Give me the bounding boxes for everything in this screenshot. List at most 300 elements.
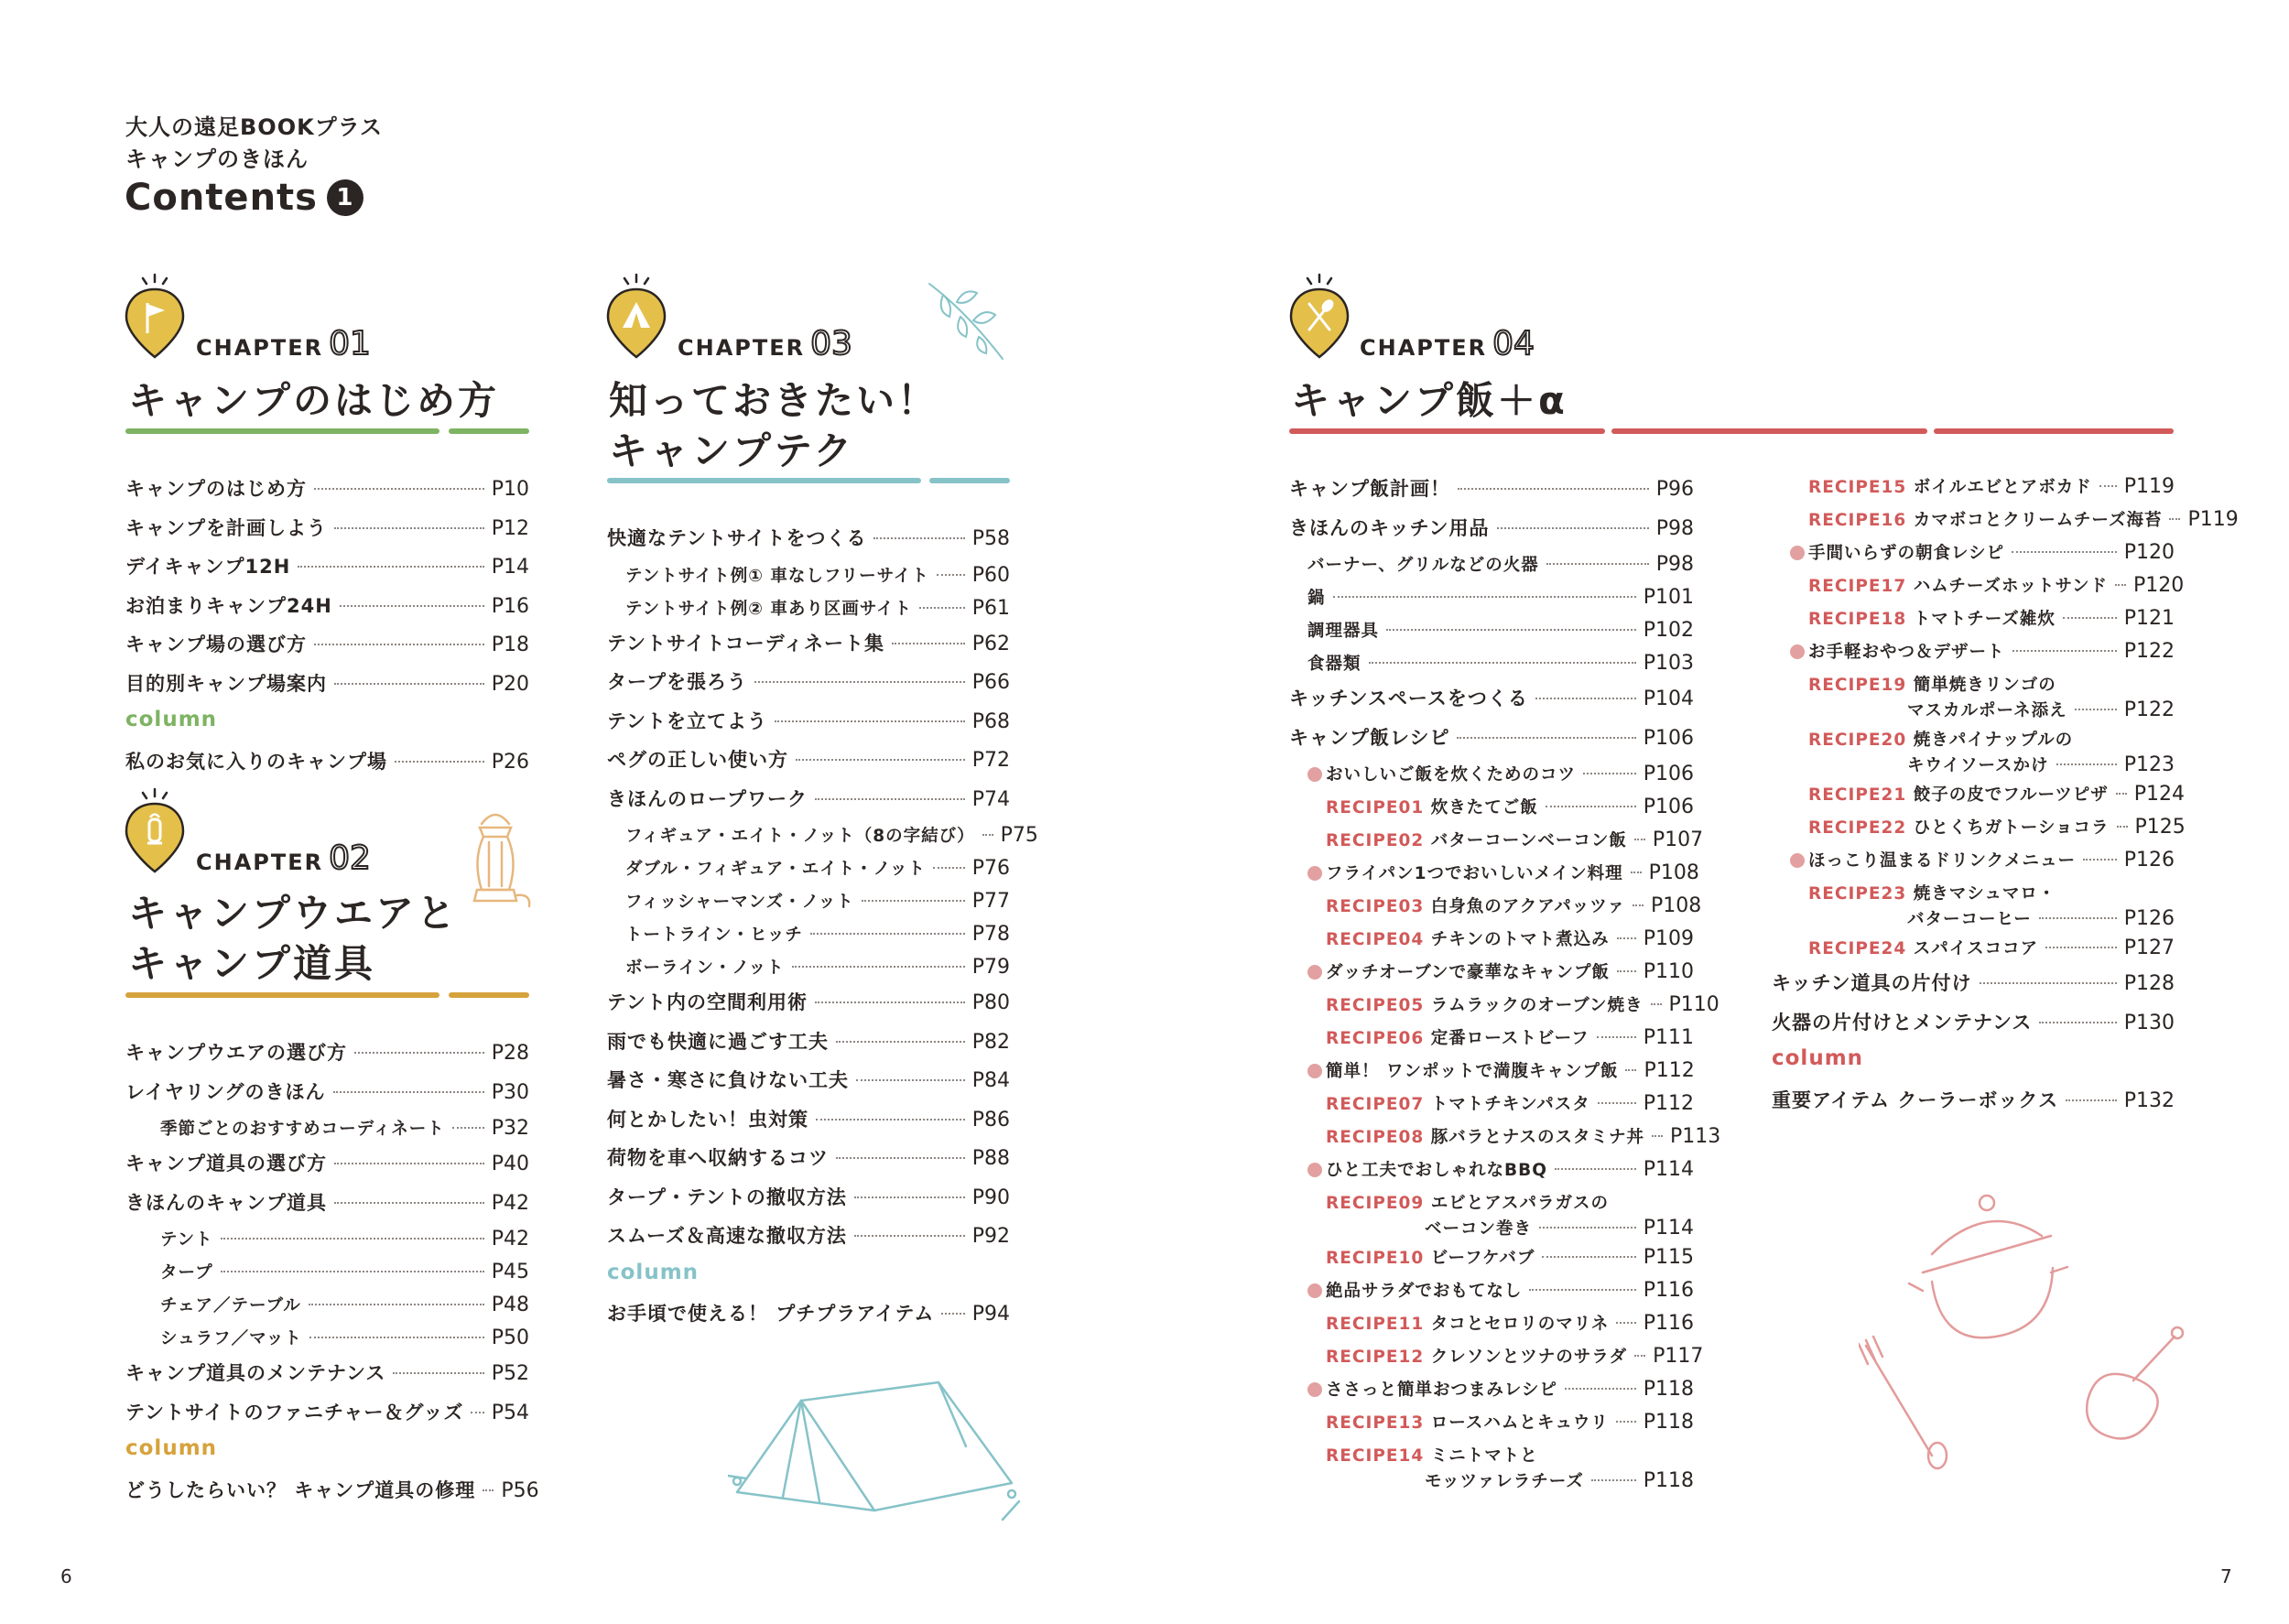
toc-entry-label [607, 785, 808, 812]
chapter-04-underline-2 [1611, 428, 1927, 434]
toc-leader [1616, 1322, 1635, 1324]
toc-page: P106 [1643, 763, 1694, 785]
recipe-tag: RECIPE22 [1808, 818, 1907, 838]
toc-leader [1458, 488, 1649, 490]
toc-page: P80 [971, 991, 1010, 1014]
toc-entry[interactable] [1772, 606, 2175, 639]
tent-illustration-icon [728, 1373, 1021, 1532]
toc-entry[interactable] [1289, 1278, 1694, 1311]
toc-leader [1597, 1036, 1636, 1038]
toc-entry[interactable] [125, 474, 529, 514]
toc-entry-label [1289, 723, 1449, 751]
toc-entry[interactable] [1289, 585, 1694, 618]
toc-leader [483, 1489, 494, 1491]
recipe-tag: RECIPE08 [1326, 1128, 1425, 1147]
toc-entry[interactable] [125, 669, 529, 709]
toc-entry-label [125, 1326, 302, 1349]
toc-page: P76 [971, 857, 1010, 880]
toc-entry[interactable] [1772, 639, 2175, 672]
toc-entry[interactable] [1289, 795, 1694, 828]
toc-entry-text: フィッシャーマンズ・ノット [625, 893, 854, 912]
toc-entry[interactable] [607, 1299, 1010, 1338]
toc-entry-text: column [125, 1436, 218, 1460]
toc-entry[interactable] [607, 1221, 1010, 1261]
toc-entry[interactable] [1772, 727, 2175, 782]
column-heading[interactable] [125, 708, 529, 747]
toc-entry[interactable] [607, 988, 1010, 1027]
toc-entry-text: キャンプのはじめ方 [125, 478, 307, 500]
recipe-tag: RECIPE03 [1326, 897, 1425, 916]
recipe-tag: RECIPE01 [1326, 798, 1425, 817]
toc-entry-label [125, 1227, 213, 1250]
toc-entry-text: 白身魚のアクアパッツァ [1430, 897, 1626, 916]
toc-leader [1634, 839, 1645, 840]
toc-entry[interactable] [125, 1476, 539, 1515]
toc-page: P42 [491, 1228, 529, 1250]
toc-entry-text: 絶品サラダでおもてなし [1326, 1282, 1523, 1301]
toc-entry[interactable] [125, 1188, 529, 1228]
toc-entry[interactable] [125, 1038, 529, 1077]
toc-entry-text: column [1772, 1046, 1864, 1070]
toc-entry[interactable] [607, 856, 1010, 889]
toc-leader [1546, 806, 1636, 807]
toc-entry-text: フィギュア・エイト・ノット（8の字結び） [625, 827, 975, 846]
toc-entry[interactable] [1289, 828, 1704, 861]
bullet-dot-icon [1790, 546, 1805, 560]
toc-entry-text: ロースハムとキュウリ [1430, 1413, 1609, 1433]
toc-leader [2066, 1099, 2117, 1101]
toc-entry-text: 鍋 [1307, 589, 1326, 608]
toc-entry[interactable] [1772, 672, 2175, 727]
chapter-04-label [1360, 325, 1535, 363]
chapter-02-title-line2: キャンプ道具 [128, 941, 376, 986]
toc-entry[interactable] [1772, 474, 2175, 507]
toc-entry-label: ミニトマトと [1430, 1446, 1538, 1466]
toc-page: P75 [1000, 824, 1038, 847]
toc-entry[interactable] [1772, 969, 2175, 1008]
toc-leader [2116, 793, 2127, 795]
toc-page: P98 [1655, 553, 1694, 576]
toc-entry[interactable] [125, 630, 529, 669]
toc-page: P94 [971, 1303, 1010, 1326]
toc-page: P14 [491, 556, 529, 579]
toc-entry[interactable] [1289, 1443, 1694, 1498]
chapter-number: 02 [329, 839, 371, 877]
toc-leader [221, 1271, 484, 1272]
toc-entry[interactable] [125, 1398, 529, 1437]
toc-entry-label [125, 1116, 445, 1140]
chapter-word: CHAPTER [196, 335, 324, 361]
toc-page: P114 [1643, 1158, 1694, 1181]
toc-entry[interactable] [1289, 1377, 1694, 1410]
recipe-tag: RECIPE23 [1808, 884, 1907, 904]
toc-entry-text: タープ [160, 1263, 213, 1283]
toc-entry-text: チキンのトマト煮込み [1430, 930, 1610, 949]
toc-entry[interactable] [1289, 1190, 1694, 1245]
toc-entry-label [607, 1221, 847, 1249]
toc-entry[interactable] [1289, 893, 1702, 926]
toc-entry-label2: ベーコン巻き [1425, 1219, 1533, 1239]
toc-page: P112 [1643, 1092, 1694, 1115]
toc-entry-text: キャンプ飯レシピ [1289, 726, 1450, 749]
toc-page: P110 [1643, 960, 1694, 983]
toc-entry[interactable] [607, 667, 1010, 707]
toc-entry-label [607, 629, 884, 656]
toc-page: P16 [491, 594, 529, 618]
toc-leader [333, 1091, 484, 1093]
toc-leader [982, 834, 993, 836]
toc-page: P118 [1643, 1469, 1694, 1492]
toc-leader [1529, 1289, 1635, 1291]
toc-entry-label [1289, 684, 1528, 711]
toc-entry[interactable] [607, 955, 1010, 988]
toc-entry-label [607, 667, 747, 695]
chapter-03-underline [607, 478, 921, 483]
toc-page: P110 [1668, 993, 1719, 1016]
toc-leader [1591, 1479, 1636, 1481]
contents-label: Contents [125, 177, 318, 219]
toc-entry-line1 [1289, 1443, 1694, 1468]
bullet-dot-icon [1790, 853, 1805, 868]
toc-page: P114 [1643, 1217, 1694, 1240]
toc-entry-label [1289, 1311, 1609, 1335]
toc-entry-text: 火器の片付けとメンテナンス [1772, 1011, 2033, 1034]
toc-entry-line1 [1772, 727, 2175, 752]
toc-entry[interactable] [607, 785, 1010, 824]
toc-entry[interactable] [125, 1359, 529, 1398]
toc-entry[interactable] [1772, 782, 2186, 815]
toc-entry-label [1772, 573, 2108, 597]
toc-entry-line2 [1289, 1216, 1694, 1240]
toc-entry-line2 [1289, 1468, 1694, 1492]
toc-entry[interactable] [125, 514, 529, 553]
toc-entry[interactable] [125, 1227, 529, 1260]
chapter-02-underline [125, 992, 439, 998]
toc-leader [314, 644, 484, 645]
toc-entry[interactable] [1289, 514, 1694, 553]
toc-page: P77 [971, 890, 1010, 913]
toc-entry-text: キャンプ道具の選び方 [125, 1153, 327, 1175]
toc-page: P123 [2123, 753, 2175, 776]
toc-entry-text: 私のお気に入りのキャンプ場 [125, 750, 387, 773]
recipe-tag: RECIPE12 [1326, 1348, 1425, 1367]
toc-page: P101 [1643, 586, 1694, 609]
toc-leader [1625, 1069, 1636, 1071]
toc-entry-text: レイヤリングのきほん [125, 1080, 326, 1103]
toc-entry-text: column [125, 708, 218, 731]
toc-entry[interactable] [125, 591, 529, 631]
toc-entry-label: 焼きパイナップルの [1913, 731, 2074, 750]
toc-entry[interactable] [125, 1116, 529, 1149]
toc-leader [1565, 1388, 1636, 1390]
toc-entry-text: どうしたらいい？ キャンプ道具の修理 [125, 1478, 476, 1501]
toc-page: P54 [491, 1401, 529, 1424]
tent-icon [604, 271, 668, 366]
toc-entry-label [1289, 1245, 1535, 1269]
toc-entry[interactable] [1772, 815, 2186, 848]
toc-entry[interactable] [607, 1027, 1010, 1066]
toc-entry[interactable] [1289, 618, 1694, 651]
toc-leader [340, 605, 484, 607]
toc-entry[interactable] [607, 1066, 1010, 1105]
toc-entry-text: お手軽おやつ＆デザート [1808, 643, 2005, 662]
toc-entry-label [1772, 815, 2110, 839]
toc-entry-text: テント [160, 1230, 213, 1250]
toc-entry-text: バーナー、グリルなどの火器 [1307, 556, 1539, 575]
toc-leader [810, 933, 965, 935]
toc-leader [2075, 709, 2117, 710]
toc-entry-label [1289, 795, 1538, 818]
column-heading[interactable] [1772, 1046, 2175, 1086]
toc-entry[interactable] [1772, 848, 2175, 881]
toc-page: P119 [2123, 475, 2175, 498]
toc-entry[interactable] [607, 745, 1010, 785]
toc-entry[interactable] [607, 823, 1038, 856]
recipe-tag: RECIPE10 [1326, 1249, 1425, 1268]
recipe-tag: RECIPE15 [1808, 478, 1907, 497]
toc-entry[interactable] [1289, 1124, 1721, 1157]
toc-entry[interactable] [1289, 1344, 1704, 1377]
toc-entry[interactable] [1289, 552, 1694, 585]
toc-page: P108 [1648, 861, 1699, 884]
toc-page: P120 [2123, 541, 2175, 564]
toc-entry[interactable] [125, 1149, 529, 1188]
toc-entry-label [607, 563, 929, 587]
toc-entry-line2 [1772, 752, 2175, 776]
toc-entry-text: チェア／テーブル [160, 1296, 301, 1315]
toc-page: P121 [2123, 607, 2175, 630]
toc-page: P124 [2133, 783, 2186, 806]
toc-entry-text: タープ・テントの撤収方法 [607, 1186, 847, 1208]
toc-entry-text: 豚バラとナスのスタミナ丼 [1430, 1128, 1645, 1147]
toc-entry[interactable] [607, 1105, 1010, 1144]
toc-entry-label [607, 1066, 849, 1093]
toc-entry[interactable] [607, 629, 1010, 668]
column-heading[interactable] [125, 1436, 529, 1476]
toc-entry[interactable] [1289, 1025, 1694, 1058]
toc-page: P120 [2133, 574, 2185, 597]
toc-entry[interactable] [1289, 1245, 1694, 1278]
toc-entry[interactable] [607, 707, 1010, 746]
toc-entry-label [125, 669, 327, 697]
toc-entry-label [1772, 1008, 2032, 1035]
toc-entry[interactable] [607, 1143, 1010, 1183]
toc-entry-text: テントサイトコーディネート集 [607, 632, 884, 655]
toc-entry[interactable] [1289, 926, 1694, 959]
toc-page: P42 [491, 1191, 529, 1215]
chapter-01-toc [125, 474, 529, 785]
toc-entry[interactable] [1289, 959, 1694, 992]
toc-entry[interactable] [607, 563, 1010, 596]
toc-page: P119 [2187, 508, 2239, 531]
toc-entry[interactable] [1289, 684, 1694, 723]
toc-entry[interactable] [1289, 1311, 1694, 1344]
toc-entry[interactable] [1289, 861, 1699, 893]
toc-entry-label [1289, 926, 1610, 950]
toc-entry[interactable] [1289, 651, 1694, 684]
chapter-number: 01 [329, 325, 371, 363]
toc-entry-text: ラムラックのオーブン焼き [1430, 996, 1644, 1015]
toc-entry-text: 食器類 [1307, 655, 1361, 674]
toc-entry[interactable] [1772, 1008, 2175, 1047]
toc-entry-label [125, 1476, 475, 1503]
toc-entry-label [1289, 861, 1623, 884]
recipe-tag: RECIPE16 [1808, 511, 1907, 530]
toc-entry[interactable] [607, 889, 1010, 922]
toc-entry-label2: キウイソースかけ [1907, 756, 2049, 775]
toc-page: P127 [2123, 937, 2175, 959]
toc-entry-label [607, 1261, 699, 1284]
toc-entry-label [125, 1359, 385, 1386]
toc-leader [334, 1202, 484, 1204]
toc-entry[interactable] [125, 1260, 529, 1293]
toc-page: P20 [491, 672, 529, 696]
toc-entry[interactable] [1289, 474, 1694, 514]
toc-entry-text: トマトチキンパスタ [1430, 1095, 1590, 1114]
page-number-right: 7 [2220, 1565, 2232, 1587]
toc-entry[interactable] [607, 524, 1010, 563]
toc-entry-text: ひとくちガトーショコラ [1913, 818, 2110, 838]
toc-entry[interactable] [1772, 936, 2175, 969]
toc-page: P28 [491, 1042, 529, 1065]
toc-leader [314, 488, 484, 490]
toc-entry[interactable] [1772, 507, 2239, 540]
toc-leader [775, 720, 965, 722]
toc-leader [1598, 1102, 1636, 1104]
toc-entry-text: トートライン・ヒッチ [625, 926, 803, 945]
toc-page: P116 [1643, 1312, 1694, 1335]
toc-entry-label [1289, 1025, 1589, 1049]
toc-entry-label [1772, 507, 2162, 531]
toc-entry-text: 荷物を車へ収納するコツ [607, 1147, 829, 1169]
toc-page: P62 [971, 632, 1010, 655]
toc-entry-text: スムーズ＆高速な撤収方法 [607, 1225, 847, 1247]
chapter-03-title-line2: キャンプテク [609, 428, 855, 473]
recipe-tag: RECIPE02 [1326, 831, 1425, 850]
toc-page: P92 [971, 1225, 1010, 1248]
toc-page: P116 [1643, 1279, 1694, 1302]
toc-leader [334, 1163, 484, 1164]
toc-entry-label [125, 1436, 217, 1460]
column-heading[interactable] [607, 1261, 1010, 1300]
fork-spoon-icon [1287, 271, 1351, 366]
toc-entry-text: ビーフケバブ [1430, 1249, 1535, 1268]
chapter-02-title [128, 888, 458, 989]
toc-entry-label [1289, 1058, 1618, 1082]
toc-entry[interactable] [1289, 723, 1694, 763]
toc-entry[interactable] [125, 1326, 529, 1359]
toc-entry-text: きほんのキッチン用品 [1289, 516, 1490, 539]
bullet-dot-icon [1307, 1382, 1322, 1397]
recipe-tag: RECIPE21 [1808, 785, 1907, 805]
toc-entry[interactable] [1772, 540, 2175, 573]
toc-entry-text: 目的別キャンプ場案内 [125, 672, 327, 695]
toc-leader [1583, 773, 1636, 774]
recipe-tag: RECIPE20 [1808, 731, 1907, 750]
toc-leader [919, 607, 965, 609]
toc-entry-label [125, 1293, 301, 1316]
toc-entry[interactable] [1772, 1086, 2175, 1125]
toc-leader [1539, 1227, 1636, 1229]
toc-entry-text: ペグの正しい使い方 [607, 749, 788, 771]
toc-leader [298, 566, 483, 568]
toc-entry[interactable] [1289, 992, 1719, 1025]
chapter-03-toc [607, 524, 1038, 1338]
toc-entry-label [1289, 474, 1450, 502]
toc-page: P66 [971, 671, 1010, 694]
toc-page: P113 [1670, 1125, 1721, 1148]
toc-entry[interactable] [607, 596, 1010, 629]
toc-entry-label [1289, 992, 1644, 1016]
toc-entry[interactable] [607, 922, 1010, 955]
toc-page: P126 [2123, 849, 2175, 872]
toc-entry[interactable] [1772, 573, 2185, 606]
chapter-02-underline-short [449, 992, 529, 998]
toc-page: P50 [491, 1326, 529, 1349]
toc-entry[interactable] [1772, 881, 2175, 936]
toc-entry-line1 [1289, 1190, 1694, 1216]
toc-leader [862, 900, 965, 902]
toc-entry-line2 [1772, 698, 2175, 721]
toc-page: P122 [2123, 698, 2175, 721]
toc-entry[interactable] [1289, 762, 1694, 795]
toc-entry[interactable] [1289, 1157, 1694, 1190]
contents-number: 1 [327, 179, 363, 216]
toc-entry-line2 [1772, 906, 2175, 930]
chapter-03-title [609, 375, 938, 476]
toc-leader [937, 574, 965, 576]
toc-entry-text: 手間いらずの朝食レシピ [1808, 544, 2005, 563]
toc-page: P106 [1643, 796, 1694, 818]
toc-entry[interactable] [125, 1077, 529, 1117]
toc-leader [2115, 584, 2126, 586]
toc-entry[interactable] [1289, 1091, 1694, 1124]
toc-page: P74 [971, 787, 1010, 811]
toc-entry-label [125, 514, 327, 541]
toc-leader [792, 966, 965, 968]
lantern-icon [123, 785, 187, 881]
toc-entry-label [607, 596, 912, 620]
toc-entry-label2: バターコーヒー [1907, 910, 2032, 929]
toc-entry-label [1772, 1046, 1863, 1070]
toc-page: P78 [971, 923, 1010, 946]
toc-page: P117 [1653, 1345, 1704, 1368]
toc-entry-label [1772, 936, 2038, 959]
toc-entry[interactable] [125, 747, 529, 786]
brand-line1: 大人の遠足BOOKプラス [125, 114, 383, 140]
toc-page: P86 [971, 1108, 1010, 1131]
toc-entry[interactable] [1289, 1058, 1694, 1091]
toc-entry-text: ボイルエビとアボカド [1913, 478, 2092, 497]
toc-entry-label: 簡単焼きリンゴの [1913, 676, 2056, 695]
recipe-tag: RECIPE06 [1326, 1029, 1425, 1048]
toc-entry[interactable] [607, 1183, 1010, 1222]
toc-entry-label [607, 1183, 847, 1210]
toc-entry-label [607, 1027, 829, 1055]
toc-entry[interactable] [125, 552, 529, 591]
chapter-word: CHAPTER [678, 335, 806, 361]
toc-leader [933, 867, 965, 869]
toc-page: P130 [2123, 1011, 2175, 1034]
toc-leader [2045, 947, 2117, 948]
toc-entry-label [125, 1260, 213, 1283]
toc-entry-text: シュラフ／マット [160, 1329, 302, 1348]
toc-page: P111 [1643, 1026, 1694, 1049]
toc-entry[interactable] [125, 1293, 529, 1326]
toc-entry-label [1289, 1124, 1644, 1148]
toc-entry-label [125, 1077, 326, 1105]
toc-entry[interactable] [1289, 1410, 1694, 1443]
